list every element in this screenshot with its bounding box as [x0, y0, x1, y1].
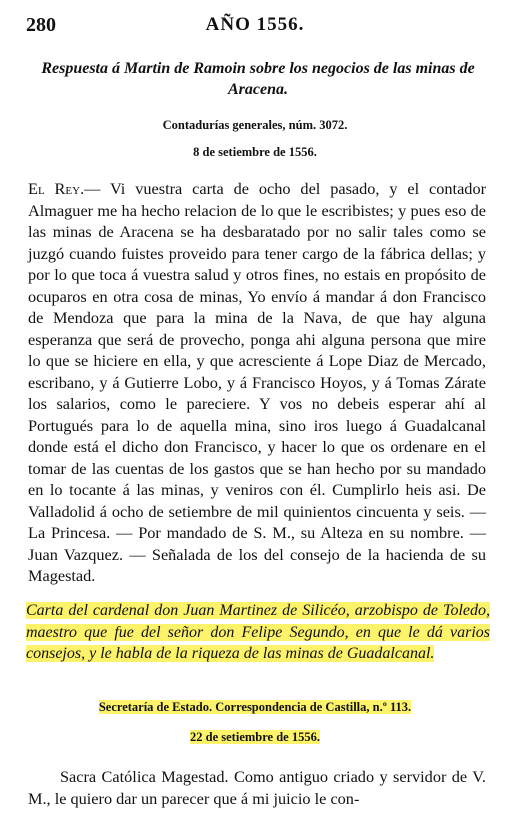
- document-2-title: [26, 600, 490, 665]
- document-2-body: Sacra Católica Magestad. Como antiguo criado y servidor de V. M., le quiero dar un parecer que á mi juicio le con-: [28, 767, 486, 808]
- document-2-source: [0, 700, 510, 715]
- page-number: 280: [26, 14, 56, 36]
- document-1-body-text: — Vi vuestra carta de ocho del pasado, y el contador Almaguer me ha hecho relacion de lo que le escribistes; y pues eso de las minas de Aracena se ha desbaratado por no salir tales como se juzgó cuando fuistes proveido para tener cargo de la fábrica dellas; y por lo que toca á vuestra salud y otros fines, no estais en propósito de ocuparos en otra cosa de minas, Yo envío á mandar á don Francisco de Mendoza que para la mina de la Nava, de que hay alguna esperanza que será de provecho, ponga ahi alguna persona que mire lo que se hiciere en ella, y que acresciente á Lope Diaz de Mercado, escribano, y á Gutierre Lobo, y á Francisco Hoyos, y á Tomas Zárate los salarios, como le pareciere. Y vos no debeis esperar ahí al Portugués para lo de aquella mina, sino iros luego á Guadalcanal donde está el dicho don Francisco, y hacer lo que os ordenare en el tomar de las cuentas de los gastos que se han hecho por su mandado en lo tocante á las minas, y veniros con él. Cumplirlo heis asi. De Valladolid á ocho de setiembre de mil quinientos cincuenta y seis. — La Princesa. — Por mandado de S. M., su Alteza en su nombre. — Juan Vazquez. — Señalada de los del consejo de la hacienda de su Magestad.: [28, 179, 487, 585]
- document-2-source-highlight: Secretaría de Estado. Correspondencia de Castilla, n.º 113.: [98, 700, 412, 714]
- document-2-date: [0, 730, 510, 745]
- running-header: [0, 14, 510, 40]
- document-1-source: Contadurías generales, núm. 3072.: [162, 118, 348, 132]
- document-2-title-highlight: Carta del cardenal don Juan Martinez de Silicéo, arzobispo de Toledo, maestro que fue del señor don Felipe Segundo, en que le dá varios consejos, y le habla de la riqueza de las minas de Guadalcanal.: [26, 602, 490, 662]
- document-1-date: 8 de setiembre de 1556.: [193, 145, 317, 159]
- document-2-date-highlight: 22 de setiembre de 1556.: [190, 730, 320, 744]
- year-heading: AÑO 1556.: [205, 14, 305, 35]
- document-1-title: Respuesta á Martin de Ramoin sobre los negocios de las minas de Aracena.: [41, 60, 475, 98]
- document-1-speaker: El Rey.: [28, 179, 85, 198]
- document-1-body: [28, 178, 486, 587]
